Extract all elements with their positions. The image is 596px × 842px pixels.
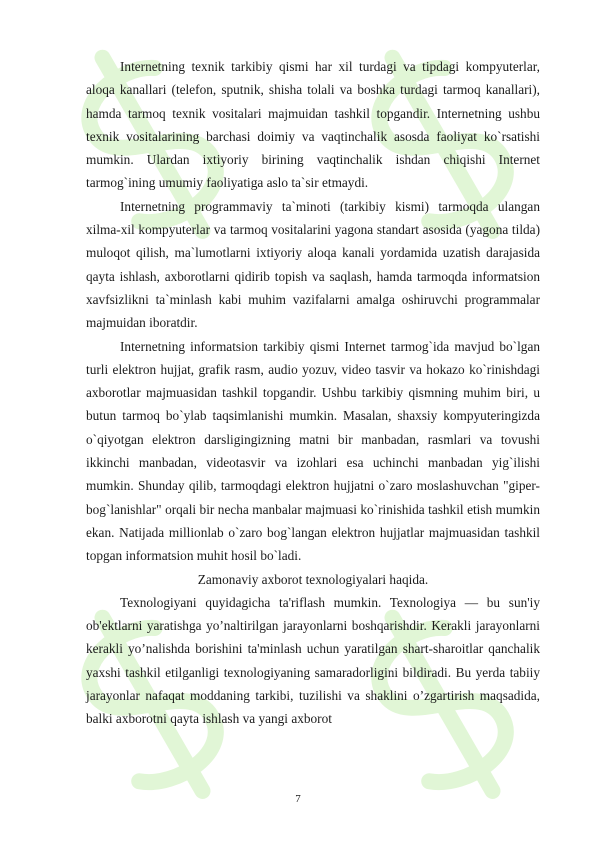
paragraph-information-part: Internetning informatsion tarkibiy qismi Internet tarmog`ida mavjud bo`lgan turli elektron hujjat, grafik rasm, audio yozuv, video tasvir va hokazo ko`rinishdagi axborotlar majmuasidan tashkil topgandir. Ushbu tarkibiy qismning muhim biri, u butun tarmoq bo`ylab taqsimlanishi mumkin. Masalan, shaxsiy kompyuteringizda o`qiyotgan elektron darsligingizning matni bir manbadan, rasmlari va tovushi ikkinchi manbadan, videotasvir va izohlari esa uchinchi manbadan yig`ilishi mumkin. Shunday qilib, tarmoqdagi elektron hujjatni o`zaro moslashuvchan "giper-bog`lanishlar" orqali bir necha manbalar majmuasi ko`rinishida tashkil etish mumkin ekan. Natijada millionlab o`zaro bog`langan elektron hujjatlar majmuasidan tashkil topgan informatsion muhit hosil bo`ladi. [86, 338, 540, 564]
page-body [86, 55, 540, 731]
section-heading: Zamonaviy axborot texnologiyalari haqida. [197, 571, 429, 587]
paragraph-software-part: Internetning programmaviy ta`minoti (tarkibiy kismi) tarmoqda ulangan xilma-xil kompyuterlar va tarmoq vositalarini yagona standart asosida (yagona tilda) muloqot qilish, ma`lumotlarni ixtiyoriy aloqa kanali yordamida uzatish darajasida qayta ishlash, axborotlarni qidirib topish va saqlash, hamda tarmoqda informatsion xavfsizlikni ta`minlash kabi muhim vazifalarni amalga oshiruvchi programmalar majmuidan iboratdir. [86, 198, 540, 331]
paragraph-technology-definition: Texnologiyani quyidagicha ta'riflash mumkin. Texnologiya — bu sun'iy ob'ektlarni yaratishga yo’naltirilgan jarayonlarni boshqarishdir. Kerakli jarayonlarni kerakli yo’nalishda borishini ta'minlash uchun yaratilgan shart-sharoitlar qanchalik yaxshi tashkil etilganligi texnologiyaning samaradorligini bildiradi. Bu yerda tabiiy jarayonlar nafaqat moddaning tarkibi, tuzilishi va shaklini o’zgartirish maqsadida, balki axborotni qayta ishlash va yangi axborot [86, 594, 540, 727]
page-number: 7 [295, 793, 301, 805]
paragraph-technical-part: Internetning texnik tarkibiy qismi har xil turdagi va tipdagi kompyuterlar, aloqa kanallari (telefon, sputnik, shisha tolali va boshka turdagi tarmoq kanallari), hamda tarmoq texnik vositalari majmuidan tashkil topgandir. Internetning ushbu texnik vositalarining barchasi doimiy va vaqtinchalik asosda faoliyat ko`rsatishi mumkin. Ulardan ixtiyoriy birining vaqtinchalik ishdan chiqishi Internet tarmog`ining umumiy faoliyatiga aslo ta`sir etmaydi. [86, 59, 540, 191]
